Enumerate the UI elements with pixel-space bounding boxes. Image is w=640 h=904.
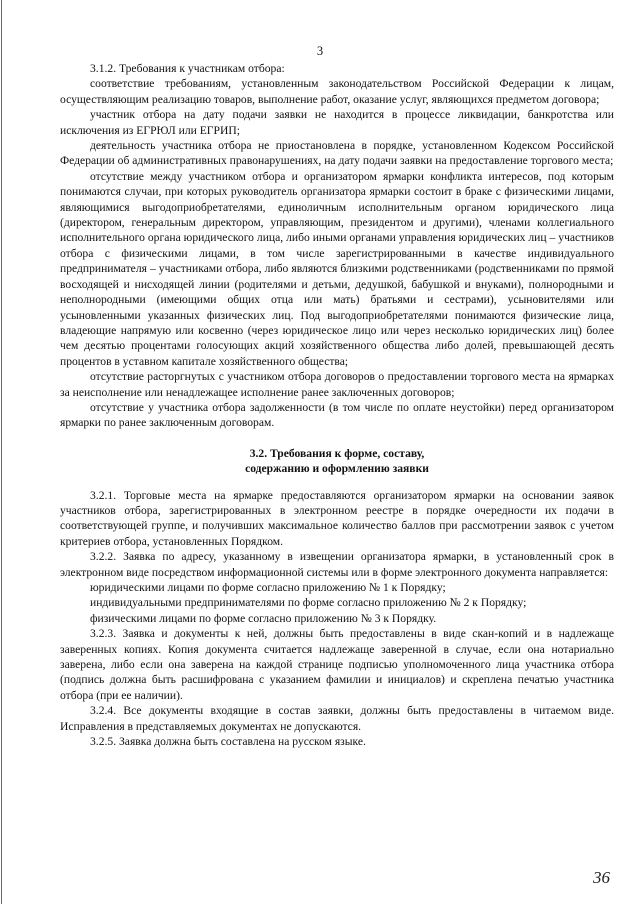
section-3-2-heading-line1: 3.2. Требования к форме, составу,	[249, 446, 425, 460]
clause-3-2-2-item: юридическими лицами по форме согласно приложению № 1 к Порядку;	[90, 581, 446, 594]
clause-3-2-5: 3.2.5. Заявка должна быть составлена на русском языке.	[90, 735, 366, 749]
section-3-2-heading	[60, 446, 614, 477]
handwritten-page-mark: 36	[593, 868, 610, 887]
clause-3-2-4: 3.2.4. Все документы входящие в состав заявки, должны быть предоставлены в читаемом виде. Исправления в представляемых документах не допускаются.	[60, 704, 614, 733]
clause-3-2-2-item: индивидуальными предпринимателями по форме согласно приложению № 2 к Порядку;	[90, 596, 527, 610]
requirement-paragraph: участник отбора на дату подачи заявки не находится в процессе ликвидации, банкротства или исключения из ЕГРЮЛ или ЕГРИП;	[60, 108, 614, 137]
section-3-2-heading-line2: содержанию и оформлению заявки	[245, 462, 429, 476]
section-3-1-2-title: 3.1.2. Требования к участникам отбора:	[90, 62, 285, 75]
clause-3-2-2: 3.2.2. Заявка по адресу, указанному в извещении организатора ярмарки, в установленный срок в электронном виде посредством информационной системы или в форме электронного документа направляется:	[60, 550, 614, 579]
document-body	[60, 61, 614, 749]
clause-3-2-3: 3.2.3. Заявка и документы к ней, должны быть предоставлены в виде скан-копий и в надлежаще заверенных копиях. Копия документа считается надлежаще заверенной в случае, если она нотариально заверена, либо если она заверена на каждой странице подписью уполномоченного лица участника отбора (подпись должна быть расшифрована с указанием фамилии и инициалов) и скреплена печатью участника отбора (при ее наличии).	[60, 627, 614, 702]
requirement-paragraph: отсутствие между участником отбора и организатором ярмарки конфликта интересов, под которым понимаются случаи, при которых руководитель организатора ярмарки состоит в браке с физическими лицами, являющимися выгодоприобретателями, единоличным исполнительным органом юридического лица (директором, генеральным директором, управляющим, президентом и другими), членами коллегиального исполнительного органа юридического лица, либо иными органами управления юридических лиц – участников отбора с физическими лицами, в том числе зарегистрированными в качестве индивидуального предпринимателя – участниками отбора, либо являются близкими родственниками (родственниками по прямой восходящей и нисходящей линии (родителями и детьми, дедушкой, бабушкой и внуками), полнородными и неполнородными (имеющими общих отца или мать) братьями и сестрами), усыновителями или усыновленными указанных физических лиц. Под выгодоприобретателями понимаются физические лица, владеющие напрямую или косвенно (через юридическое лицо или через несколько юридических лиц) более чем десятью процентами голосующих акций хозяйственного общества либо долей, превышающей десять процентов в уставном капитале хозяйственного общества;	[60, 169, 614, 368]
scan-edge-line	[1, 0, 2, 904]
requirement-paragraph: деятельность участника отбора не приостановлена в порядке, установленном Кодексом Российской Федерации об административных правонарушениях, на дату подачи заявки на предоставление торгового места;	[60, 139, 614, 168]
requirement-paragraph: соответствие требованиям, установленным законодательством Российской Федерации к лицам, осуществляющим реализацию товаров, выполнение работ, оказание услуг, являющихся предметом договора;	[60, 77, 614, 106]
clause-3-2-1: 3.2.1. Торговые места на ярмарке предоставляются организатором ярмарки на основании заявок участников отбора, зарегистрированных в электронном реестре в порядке очередности их подачи в соответствующей группе, и получивших максимальное количество баллов при рассмотрении заявок с учетом критериев отбора, установленных Порядком.	[60, 488, 614, 548]
page-number: 3	[316, 44, 324, 58]
requirement-paragraph: отсутствие у участника отбора задолженности (в том числе по оплате неустойки) перед организатором ярмарки по ранее заключенным договорам.	[60, 400, 614, 430]
requirement-paragraph: отсутствие расторгнутых с участником отбора договоров о предоставлении торгового места на ярмарках за неисполнение или ненадлежащее исполнение ранее заключенных договоров;	[60, 370, 614, 399]
clause-3-2-2-item: физическими лицами по форме согласно приложению № 3 к Порядку.	[90, 611, 437, 625]
